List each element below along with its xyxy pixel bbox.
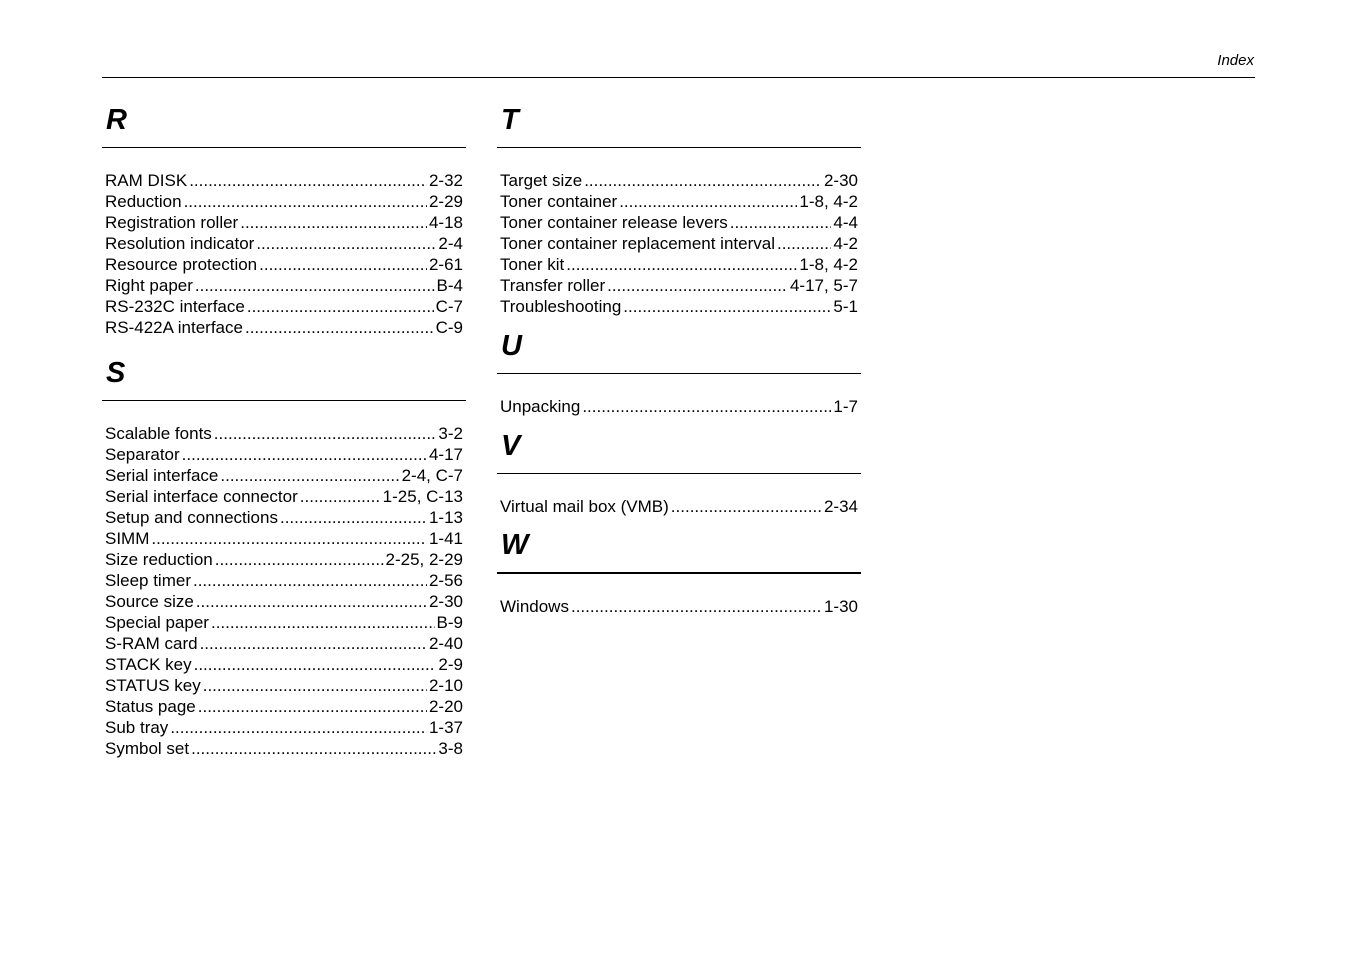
index-page-reference: B-4 bbox=[436, 276, 463, 295]
index-entry bbox=[500, 191, 858, 212]
index-term: Sleep timer bbox=[105, 571, 191, 590]
section-letter-heading: S bbox=[106, 357, 126, 389]
index-page-reference: 2-61 bbox=[428, 255, 463, 274]
index-term: Resource protection bbox=[105, 255, 258, 274]
index-page-reference: 4-18 bbox=[428, 213, 463, 232]
dot-leader bbox=[170, 717, 427, 738]
dot-leader bbox=[193, 570, 427, 591]
index-page-reference: 2-10 bbox=[428, 676, 463, 695]
dot-leader bbox=[671, 496, 822, 517]
index-entry bbox=[105, 465, 463, 486]
dot-leader bbox=[247, 296, 434, 317]
index-page-reference: 1-8, 4-2 bbox=[799, 192, 858, 211]
section-rule bbox=[102, 400, 466, 401]
index-term: STACK key bbox=[105, 655, 192, 674]
dot-leader bbox=[151, 528, 427, 549]
index-page-reference: 5-1 bbox=[833, 297, 858, 316]
index-entry bbox=[105, 633, 463, 654]
section-letter-heading: T bbox=[501, 104, 519, 136]
index-section-u bbox=[497, 326, 861, 417]
index-entry-list bbox=[497, 496, 861, 517]
index-entry-list bbox=[497, 170, 861, 317]
index-entry bbox=[105, 675, 463, 696]
index-entry bbox=[500, 496, 858, 517]
index-page-reference: 1-41 bbox=[428, 529, 463, 548]
dot-leader bbox=[214, 423, 437, 444]
dot-leader bbox=[215, 549, 384, 570]
index-term: Unpacking bbox=[500, 397, 581, 416]
dot-leader bbox=[571, 596, 822, 617]
index-entry bbox=[500, 596, 858, 617]
section-rule bbox=[497, 473, 861, 474]
index-entry bbox=[105, 317, 463, 338]
dot-leader bbox=[194, 654, 437, 675]
index-section-v bbox=[497, 426, 861, 517]
dot-leader bbox=[189, 170, 427, 191]
index-term: Serial interface connector bbox=[105, 487, 298, 506]
index-section-t bbox=[497, 100, 861, 317]
index-term: Windows bbox=[500, 597, 569, 616]
index-entry bbox=[105, 528, 463, 549]
index-section-r bbox=[102, 100, 466, 338]
index-page-reference: 4-4 bbox=[833, 213, 858, 232]
index-page-reference: 3-2 bbox=[438, 424, 463, 443]
index-entry bbox=[105, 591, 463, 612]
dot-leader bbox=[256, 233, 436, 254]
index-entry-list bbox=[102, 423, 466, 759]
index-entry bbox=[105, 612, 463, 633]
index-entry bbox=[105, 696, 463, 717]
index-entry-list bbox=[497, 396, 861, 417]
index-page-reference: 2-25, 2-29 bbox=[385, 550, 463, 569]
index-term: SIMM bbox=[105, 529, 150, 548]
index-term: Toner kit bbox=[500, 255, 565, 274]
index-entry bbox=[105, 275, 463, 296]
index-entry bbox=[500, 396, 858, 417]
index-page-reference: 2-32 bbox=[428, 171, 463, 190]
index-entry bbox=[105, 212, 463, 233]
dot-leader bbox=[280, 507, 427, 528]
index-page-reference: 2-20 bbox=[428, 697, 463, 716]
index-term: RAM DISK bbox=[105, 171, 188, 190]
dot-leader bbox=[198, 696, 427, 717]
index-entry bbox=[105, 444, 463, 465]
index-section-w bbox=[497, 525, 861, 617]
index-page-reference: 1-30 bbox=[823, 597, 858, 616]
index-page-reference: 1-37 bbox=[428, 718, 463, 737]
index-term: Symbol set bbox=[105, 739, 190, 758]
index-term: Resolution indicator bbox=[105, 234, 255, 253]
index-term: Separator bbox=[105, 445, 180, 464]
index-column-right bbox=[497, 100, 861, 617]
index-page-reference: C-9 bbox=[435, 318, 463, 337]
index-entry bbox=[105, 507, 463, 528]
index-term: Special paper bbox=[105, 613, 209, 632]
index-entry-list bbox=[102, 170, 466, 338]
index-term: RS-422A interface bbox=[105, 318, 243, 337]
index-page-reference: 2-30 bbox=[823, 171, 858, 190]
index-page-reference: 3-8 bbox=[438, 739, 463, 758]
index-term: Toner container replacement interval bbox=[500, 234, 775, 253]
index-page-reference: 2-56 bbox=[428, 571, 463, 590]
section-letter-heading: R bbox=[106, 104, 127, 136]
index-entry bbox=[105, 191, 463, 212]
index-entry bbox=[500, 170, 858, 191]
index-term: Virtual mail box (VMB) bbox=[500, 497, 669, 516]
dot-leader bbox=[300, 486, 381, 507]
index-term: Toner container bbox=[500, 192, 618, 211]
dot-leader bbox=[623, 296, 831, 317]
index-term: Serial interface bbox=[105, 466, 219, 485]
section-rule bbox=[497, 572, 861, 574]
index-entry-list bbox=[497, 596, 861, 617]
dot-leader bbox=[200, 633, 427, 654]
index-entry bbox=[500, 212, 858, 233]
index-term: Sub tray bbox=[105, 718, 169, 737]
index-page-reference: 1-25, C-13 bbox=[382, 487, 463, 506]
section-letter-heading: V bbox=[501, 430, 521, 462]
index-term: Source size bbox=[105, 592, 194, 611]
index-page-reference: 2-34 bbox=[823, 497, 858, 516]
index-entry bbox=[105, 549, 463, 570]
index-entry bbox=[500, 233, 858, 254]
index-entry bbox=[105, 717, 463, 738]
index-page-reference: C-7 bbox=[435, 297, 463, 316]
index-term: Transfer roller bbox=[500, 276, 606, 295]
dot-leader bbox=[182, 444, 427, 465]
index-page-reference: 2-4 bbox=[438, 234, 463, 253]
header-rule bbox=[102, 77, 1255, 78]
index-page-reference: 4-17 bbox=[428, 445, 463, 464]
index-entry bbox=[500, 275, 858, 296]
dot-leader bbox=[566, 254, 797, 275]
dot-leader bbox=[619, 191, 797, 212]
index-term: RS-232C interface bbox=[105, 297, 245, 316]
index-entry bbox=[105, 254, 463, 275]
dot-leader bbox=[203, 675, 427, 696]
dot-leader bbox=[777, 233, 831, 254]
index-page-reference: 2-9 bbox=[438, 655, 463, 674]
dot-leader bbox=[607, 275, 788, 296]
index-entry bbox=[105, 423, 463, 444]
index-term: Scalable fonts bbox=[105, 424, 212, 443]
index-page-reference: 2-29 bbox=[428, 192, 463, 211]
index-page-reference: 2-40 bbox=[428, 634, 463, 653]
dot-leader bbox=[259, 254, 427, 275]
index-column-left bbox=[102, 100, 466, 759]
index-section-s bbox=[102, 353, 466, 759]
index-page-reference: 4-2 bbox=[833, 234, 858, 253]
index-entry bbox=[500, 296, 858, 317]
section-letter-heading: W bbox=[501, 529, 529, 561]
index-term: STATUS key bbox=[105, 676, 201, 695]
index-term: Toner container release levers bbox=[500, 213, 728, 232]
dot-leader bbox=[184, 191, 427, 212]
index-term: Right paper bbox=[105, 276, 193, 295]
index-entry bbox=[105, 486, 463, 507]
dot-leader bbox=[730, 212, 832, 233]
dot-leader bbox=[220, 465, 399, 486]
section-rule bbox=[102, 147, 466, 148]
section-rule bbox=[497, 147, 861, 148]
index-entry bbox=[105, 738, 463, 759]
index-term: Setup and connections bbox=[105, 508, 278, 527]
dot-leader bbox=[245, 317, 434, 338]
dot-leader bbox=[240, 212, 427, 233]
index-entry bbox=[105, 296, 463, 317]
dot-leader bbox=[196, 591, 427, 612]
index-page-reference: 4-17, 5-7 bbox=[789, 276, 858, 295]
index-page-reference: 1-8, 4-2 bbox=[799, 255, 858, 274]
index-entry bbox=[105, 233, 463, 254]
dot-leader bbox=[211, 612, 435, 633]
index-page-reference: 1-7 bbox=[833, 397, 858, 416]
index-term: Registration roller bbox=[105, 213, 239, 232]
index-entry bbox=[105, 654, 463, 675]
index-page-reference: 2-30 bbox=[428, 592, 463, 611]
index-page-reference: B-9 bbox=[436, 613, 463, 632]
dot-leader bbox=[582, 396, 831, 417]
index-entry bbox=[105, 170, 463, 191]
section-letter-heading: U bbox=[501, 330, 522, 362]
running-header-title: Index bbox=[1217, 52, 1254, 69]
index-term: Status page bbox=[105, 697, 196, 716]
index-page-reference: 1-13 bbox=[428, 508, 463, 527]
index-entry bbox=[500, 254, 858, 275]
dot-leader bbox=[584, 170, 822, 191]
dot-leader bbox=[195, 275, 435, 296]
section-rule bbox=[497, 373, 861, 374]
index-term: Target size bbox=[500, 171, 583, 190]
index-page-reference: 2-4, C-7 bbox=[401, 466, 463, 485]
index-entry bbox=[105, 570, 463, 591]
index-term: S-RAM card bbox=[105, 634, 198, 653]
dot-leader bbox=[191, 738, 436, 759]
index-term: Reduction bbox=[105, 192, 182, 211]
index-term: Troubleshooting bbox=[500, 297, 622, 316]
index-term: Size reduction bbox=[105, 550, 213, 569]
